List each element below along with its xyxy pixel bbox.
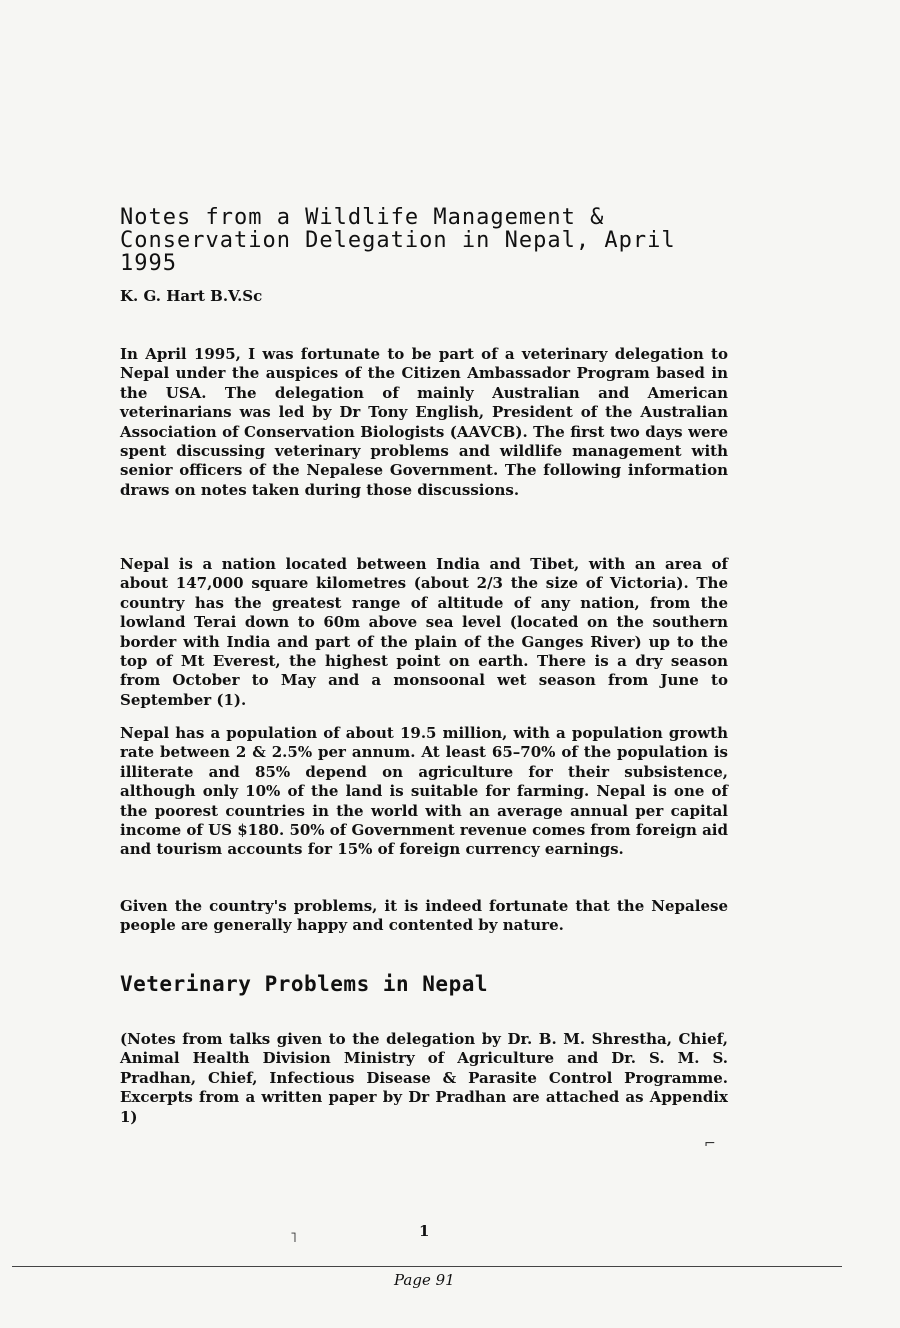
paragraph-population: Nepal has a population of about 19.5 million, with a population growth rate between 2 & 2.5% per annum. At least 65–70% of the population is illiterate and 85% depend on agriculture for their subsistence, although only 10% of the land is suitable for farming. Nepal is one of the poorest countries in the world with an average annual per capital income of US $180. 50% of Government revenue comes from foreign aid and tourism accounts for 15% of foreign currency earnings. <box>120 724 728 859</box>
page-number: 1 <box>419 1222 430 1240</box>
section-note: (Notes from talks given to the delegation by Dr. B. M. Shrestha, Chief, Animal Health Division Ministry of Agriculture and Dr. S. M. S. Pradhan, Chief, Infectious Disease & Parasite Control Programme. Excerpts from a written paper by Dr Pradhan are attached as Appendix 1) <box>120 1030 728 1126</box>
section-heading: Veterinary Problems in Nepal <box>120 972 489 996</box>
article-author: K. G. Hart B.V.Sc <box>120 287 263 305</box>
footer-page-label: Page 91 <box>394 1271 455 1289</box>
scan-mark: ˥ <box>290 1230 297 1246</box>
paragraph-intro: In April 1995, I was fortunate to be part of a veterinary delegation to Nepal under the auspices of the Citizen Ambassador Program based in the USA. The delegation of mainly Australian and American veterinarians was led by Dr Tony English, President of the Australian Association of Conservation Biologists (AAVCB). The first two days were spent discussing veterinary problems and wildlife management with senior officers of the Nepalese Government. The following information draws on notes taken during those discussions. <box>120 345 728 499</box>
paragraph-closing: Given the country's problems, it is indeed fortunate that the Nepalese people are generally happy and contented by nature. <box>120 897 728 935</box>
paragraph-geography: Nepal is a nation located between India and Tibet, with an area of about 147,000 square kilometres (about 2/3 the size of Victoria). The country has the greatest range of altitude of any nation, from the lowland Terai down to 60m above sea level (located on the southern border with India and part of the plain of the Ganges River) up to the top of Mt Everest, the highest point on earth. There is a dry season from October to May and a monsoonal wet season from June to September (1). <box>120 555 728 709</box>
footer-divider <box>12 1266 842 1267</box>
article-title: Notes from a Wildlife Management & Conservation Delegation in Nepal, April 1995 <box>120 205 676 276</box>
scan-mark: ⌐ <box>704 1136 716 1152</box>
